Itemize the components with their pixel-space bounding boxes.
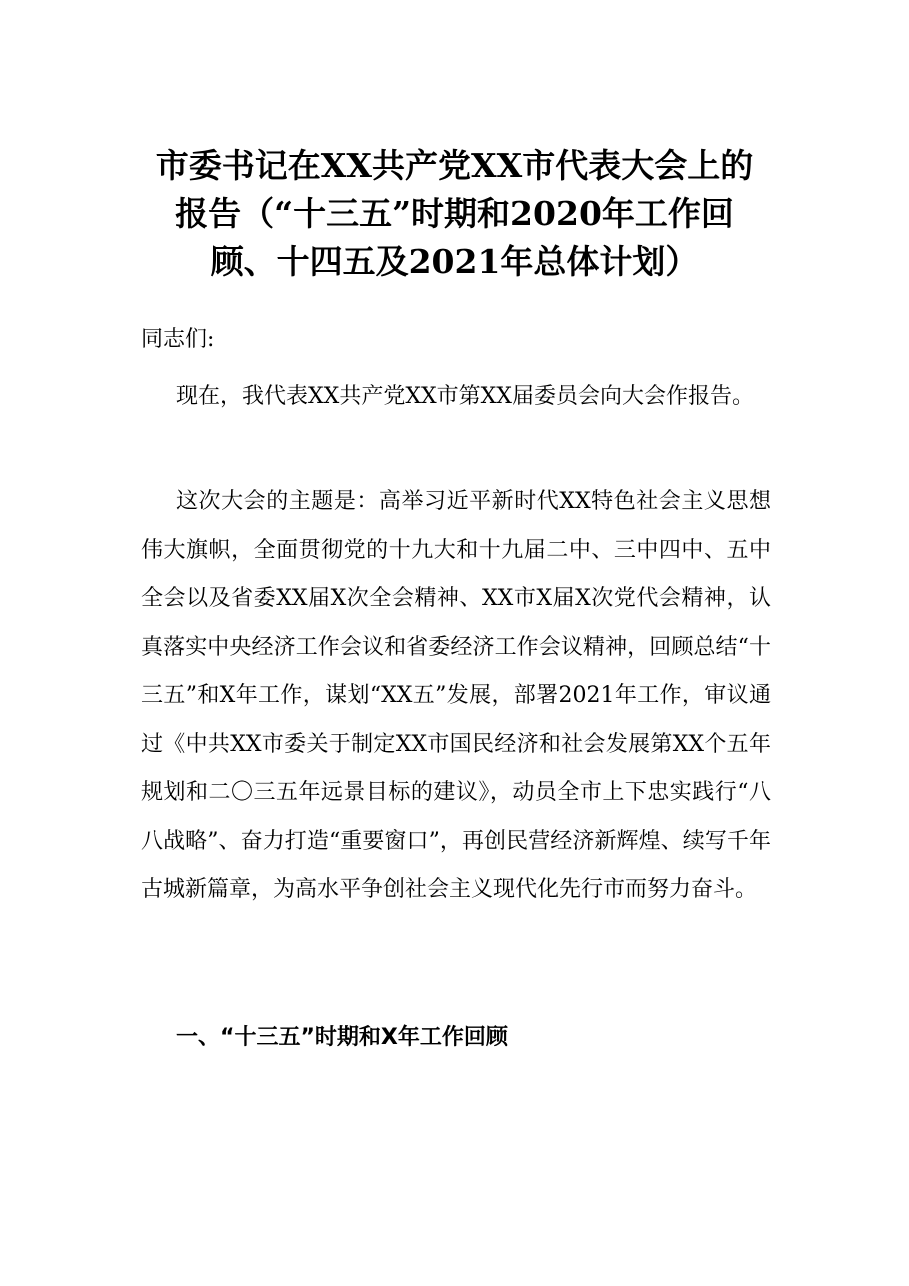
document-title xyxy=(100,142,809,286)
greeting: 同志们: xyxy=(141,327,215,352)
paragraph-theme: 这次大会的主题是：高举习近平新时代XX特色社会主义思想伟大旗帜，全面贯彻党的十九大和十九届二中、三中四中、五中全会以及省委XX届X次全会精神、XX市X届X次党代会精神，认真落实中央经济工作会议和省委经济工作会议精神，回顾总结“十三五”和X年工作，谋划“XX五”发展，部署2021年工作，审议通过《中共XX市委关于制定XX市国民经济和社会发展第XX个五年规划和二〇三五年远景目标的建议》，动员全市上下忠实践行“八八战略”、奋力打造“重要窗口”，再创民营经济新辉煌、续写千年古城新篇章，为高水平争创社会主义现代化先行市而努力奋斗。 xyxy=(141,489,771,902)
title-line-3: 顾、十四五及2021年总体计划） xyxy=(210,242,699,281)
title-line-1: 市委书记在XX共产党XX市代表大会上的 xyxy=(155,146,754,185)
paragraph-opening: 现在，我代表XX共产党XX市第XX届委员会向大会作报告。 xyxy=(176,384,754,409)
title-line-2: 报告（“十三五”时期和2020年工作回 xyxy=(175,194,734,233)
section-heading: 一、“十三五”时期和X年工作回顾 xyxy=(176,1025,508,1050)
